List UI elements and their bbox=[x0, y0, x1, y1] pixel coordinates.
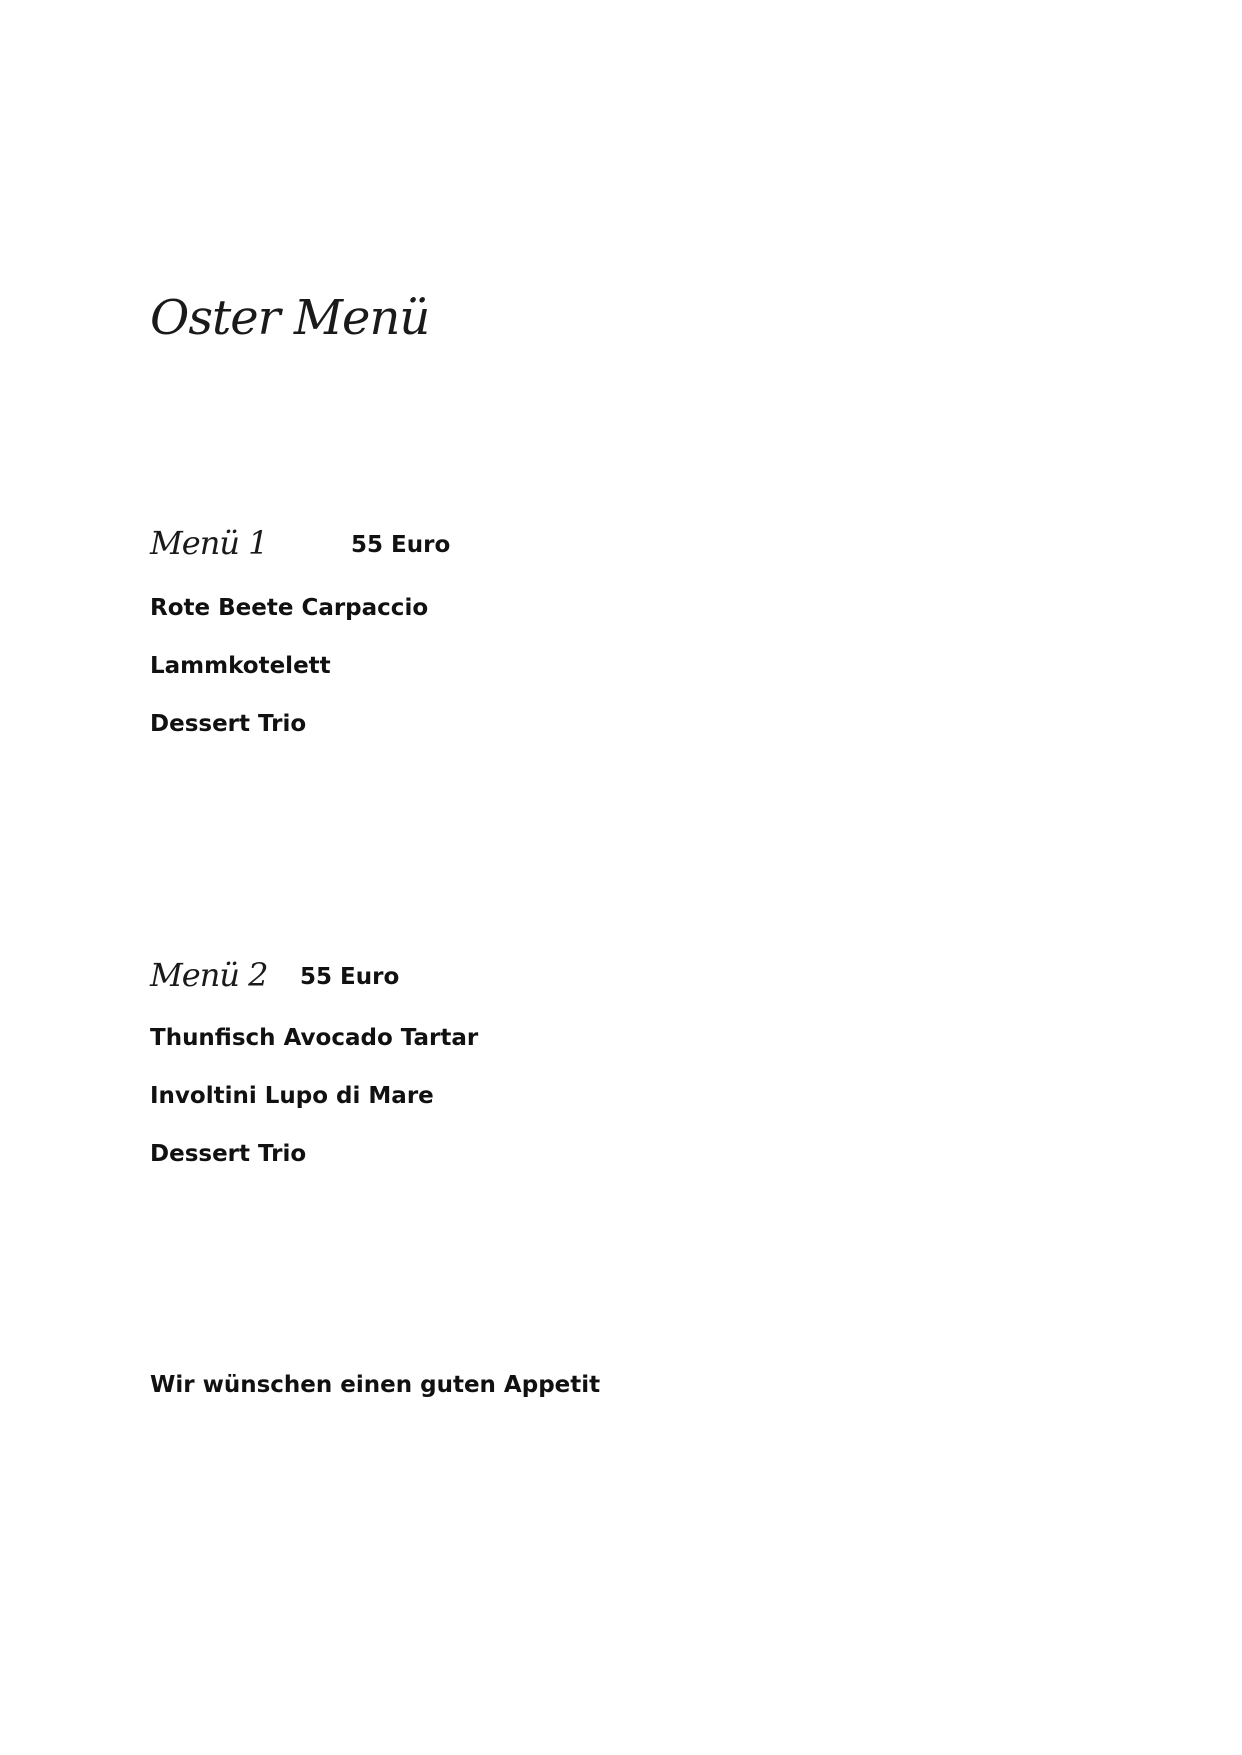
menu-2-dish: Thunfisch Avocado Tartar bbox=[150, 1025, 479, 1051]
menu-1-name: Menü 1 bbox=[150, 524, 268, 562]
menu-2-name: Menü 2 bbox=[150, 956, 268, 994]
menu-1-dish: Dessert Trio bbox=[150, 711, 307, 737]
page-title: Oster Menü bbox=[150, 290, 430, 346]
menu-2-dish: Dessert Trio bbox=[150, 1141, 307, 1167]
menu-2-dish: Involtini Lupo di Mare bbox=[150, 1083, 434, 1109]
menu-1-price: 55 Euro bbox=[351, 532, 451, 558]
closing-text: Wir wünschen einen guten Appetit bbox=[150, 1372, 601, 1398]
menu-1-dish: Lammkotelett bbox=[150, 653, 331, 679]
menu-2-price: 55 Euro bbox=[300, 964, 400, 990]
menu-1-dish: Rote Beete Carpaccio bbox=[150, 595, 429, 621]
